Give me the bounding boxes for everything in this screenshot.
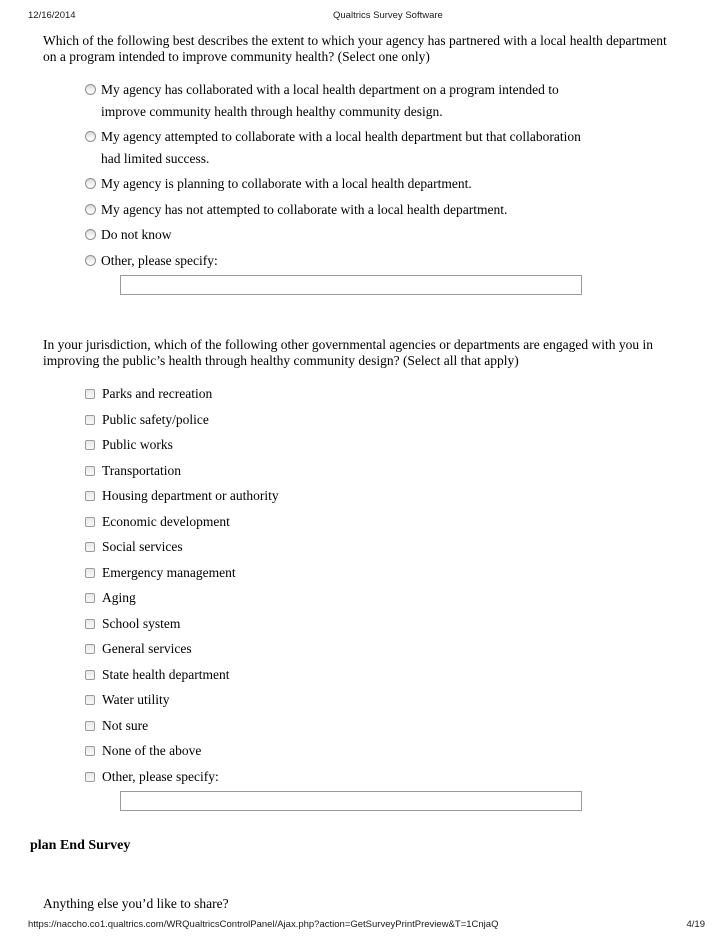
radio-button-icon[interactable] xyxy=(85,84,96,95)
q2-option-label: State health department xyxy=(102,666,230,682)
print-header-title: Qualtrics Survey Software xyxy=(333,10,443,21)
checkbox-icon[interactable] xyxy=(85,644,95,654)
q2-option-row[interactable] xyxy=(85,689,671,711)
checkbox-icon[interactable] xyxy=(85,568,95,578)
q1-option-label: My agency has not attempted to collaborate with a local health department. xyxy=(101,201,508,217)
radio-button-icon[interactable] xyxy=(85,178,96,189)
q1-other-specify-input[interactable] xyxy=(120,275,582,295)
q1-option-row[interactable] xyxy=(85,199,671,221)
checkbox-icon[interactable] xyxy=(85,746,95,756)
q2-option-label: School system xyxy=(102,615,181,631)
q2-option-row[interactable] xyxy=(85,664,671,686)
print-footer-page-number: 4/19 xyxy=(686,919,705,930)
question3-text: Anything else you’d like to share? xyxy=(43,896,229,911)
radio-button-icon[interactable] xyxy=(85,229,96,240)
checkbox-icon[interactable] xyxy=(85,517,95,527)
q1-option-row[interactable] xyxy=(85,126,671,169)
q1-option-row[interactable] xyxy=(85,250,671,272)
q1-option-row[interactable] xyxy=(85,224,671,246)
q2-option-row[interactable] xyxy=(85,485,671,507)
survey-content xyxy=(30,33,671,912)
checkbox-icon[interactable] xyxy=(85,389,95,399)
q2-option-row[interactable] xyxy=(85,715,671,737)
q1-option-row[interactable] xyxy=(85,173,671,195)
checkbox-icon[interactable] xyxy=(85,619,95,629)
q2-option-label: Aging xyxy=(102,590,136,605)
question1-options xyxy=(85,79,671,271)
radio-button-icon[interactable] xyxy=(85,131,96,142)
q2-option-label: Transportation xyxy=(102,462,182,478)
question1-text: Which of the following best describes the extent to which your agency has partnered with a local health department on a program intended to improve community health? (Select one only) xyxy=(43,33,667,64)
q2-option-row[interactable] xyxy=(85,766,671,788)
q2-option-label: Public works xyxy=(102,437,173,452)
checkbox-icon[interactable] xyxy=(85,542,95,552)
q1-option-label: My agency has collaborated with a local health department on a program intended to improve community health through healthy community design. xyxy=(101,82,559,119)
q1-option-label: My agency is planning to collaborate with a local health department. xyxy=(101,176,472,191)
q2-option-label: Emergency management xyxy=(102,564,236,580)
q2-option-label: Water utility xyxy=(102,692,170,707)
q1-option-label: Do not know xyxy=(101,227,172,242)
q2-option-label: None of the above xyxy=(102,743,202,758)
section-heading-plan-end-survey: plan End Survey xyxy=(30,838,131,853)
checkbox-icon[interactable] xyxy=(85,670,95,680)
q2-option-label: Other, please specify: xyxy=(102,768,219,784)
checkbox-icon[interactable] xyxy=(85,415,95,425)
q2-option-label: Economic development xyxy=(102,513,230,529)
radio-button-icon[interactable] xyxy=(85,255,96,266)
q2-option-row[interactable] xyxy=(85,740,671,762)
q2-option-label: Not sure xyxy=(102,717,149,733)
q2-option-label: Parks and recreation xyxy=(102,386,213,401)
q1-option-label: Other, please specify: xyxy=(101,252,218,268)
q2-option-row[interactable] xyxy=(85,562,671,584)
checkbox-icon[interactable] xyxy=(85,593,95,603)
q2-other-specify-input[interactable] xyxy=(120,791,582,811)
q2-option-label: Housing department or authority xyxy=(102,488,279,503)
question2-options xyxy=(85,383,671,787)
question2-text: In your jurisdiction, which of the following other governmental agencies or departments are engaged with you in improving the public’s health through healthy community design? (Select all that apply) xyxy=(43,337,653,368)
print-footer-url: https://naccho.co1.qualtrics.com/WRQualtricsControlPanel/Ajax.php?action=GetSurveyPrintPreview&T=1CnjaQ xyxy=(28,919,499,930)
q2-option-row[interactable] xyxy=(85,511,671,533)
q1-option-label: My agency attempted to collaborate with a local health department but that collaboration had limited success. xyxy=(101,129,581,166)
print-header-date: 12/16/2014 xyxy=(28,10,76,21)
checkbox-icon[interactable] xyxy=(85,721,95,731)
q2-option-row[interactable] xyxy=(85,536,671,558)
q2-option-row[interactable] xyxy=(85,613,671,635)
radio-button-icon[interactable] xyxy=(85,204,96,215)
checkbox-icon[interactable] xyxy=(85,466,95,476)
q2-option-row[interactable] xyxy=(85,638,671,660)
q2-option-row[interactable] xyxy=(85,434,671,456)
checkbox-icon[interactable] xyxy=(85,695,95,705)
q2-option-row[interactable] xyxy=(85,409,671,431)
q2-option-label: Public safety/police xyxy=(102,411,209,427)
q2-option-label: Social services xyxy=(102,539,183,554)
q2-option-row[interactable] xyxy=(85,460,671,482)
q2-option-row[interactable] xyxy=(85,383,671,405)
q1-option-row[interactable] xyxy=(85,79,671,122)
q2-option-label: General services xyxy=(102,641,192,656)
checkbox-icon[interactable] xyxy=(85,440,95,450)
checkbox-icon[interactable] xyxy=(85,491,95,501)
checkbox-icon[interactable] xyxy=(85,772,95,782)
q2-option-row[interactable] xyxy=(85,587,671,609)
